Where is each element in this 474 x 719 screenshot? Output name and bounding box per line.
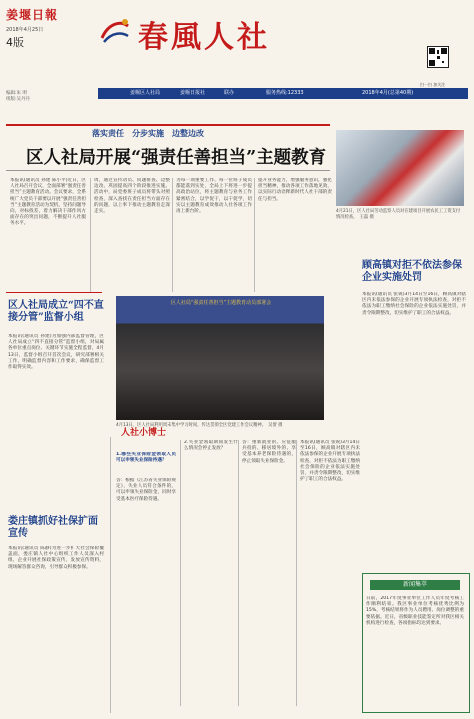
news-express-title: 新闻集萃 [370,580,460,590]
header-info-bar [98,88,468,99]
header-co: 联办 [224,90,235,96]
qr-label: 扫一扫 加关注 [420,82,446,87]
masthead-left [6,6,96,50]
column-q2: 2.失业金领取期间发生什么情况会停止发放？ [180,440,238,706]
paper-name: 姜堰日報 [6,8,59,22]
inspection-photo-caption: 4月21日，区人社局劳动监察人员对在建项目开展农民工工资支付情况检查。 王磊 摄 [336,209,461,220]
lead-column-4: 提升业务能力，增强服务意识，强化担当精神，推动各项工作落地见效，以实际行动诠释新时代人社干部的责任与担当。 [254,178,332,292]
left-story-body: 本报讯(通讯员 孙建)为加强内部监督管理，区人社局成立“四不直接分管”监督小组，对局属各单位重点岗位、关键环节实施全程监督，4月13日，监督小组召开首次会议，研究部署相关工作，明确监督内容和工作要求，确保监督工作取得实效。 [8,334,104,371]
masthead-logo-icon [98,14,132,48]
header-org: 姜堰区人社局 [130,90,161,96]
header-issue: 2018年4月(总第40期) [362,90,414,96]
column-q1: 1.哪些失业保险金领取人员可以申领失业保险待遇？ [116,452,176,464]
right-story-body: 本报讯(通讯员 张锐)3月14日至16日，顾高镇对辖区内未依法参保的企业开展专项执法检查，对拒不依法为职工缴纳社会保险的企业依法实施处罚，并责令限期整改，切实维护了职工的合法权益。 [362,292,466,316]
column-box-title: 人社小博士 [121,428,167,438]
right-story-title: 顾高镇对拒不依法参保企业实施处罚 [362,260,462,283]
inspection-photo [336,130,464,206]
column-extra: 本报讯(通讯员 张锐)3月14日至16日，顾高镇对辖区内未依法参保的企业开展专项执法检查，对拒不依法为职工缴纳社会保险的企业依法实施处罚，并责令限期整改，切实维护了职工的合法权益。 [296,440,360,706]
designer-name: 组版:吴丹丹 [6,97,31,102]
lead-bottom-rule [6,170,330,171]
issue-date: 2018年4月25日 [6,27,44,33]
meeting-banner: 区人社局“强责任善担当”主题教育动员部署会 [170,300,272,306]
left-story-title: 区人社局成立“四不直接分管”监督小组 [8,300,104,323]
column-a2: 答：重新就业的、应征服兵役的、移居境外的、享受基本养老保险待遇的，停止领取失业保险金。 [238,440,296,706]
news-express-body: 日前，2017年度事业单位工作人员年度考核工作顺利结束。我区事业单位考核优秀比例为15%，考核结果将作为人员聘用、岗位调整的重要依据。近日，省级职业技能鉴定所对我区相关机构进行检查，各项指标均达到要求。 [366,596,464,626]
meeting-photo-caption: 4月13日，区人社局利用周末集中学习时间，传达贯彻全区党建工作会议精神。 吴蕾 摄 [116,423,283,428]
lou-story-title: 娄庄镇抓好社保扩面宣传 [8,516,98,539]
lead-column-2: 周，通过宣传动员、问题排查、边整边改、巩固提高四个阶段推进实施。活动中，局党委班子成员将带头对照检查，深入查找在责任担当方面存在的问题，以上率下推动主题教育走深走实。 [90,178,170,292]
lou-story-body: 本报讯(通讯员 陈静)为进一步扩大社会保险覆盖面，娄庄镇人社中心组织工作人员深入村组、企业开展社保政策宣传，发放宣传资料，现场解答群众咨询，引导群众积极参保。 [8,546,104,570]
header-sponsor: 姜堰日报社 [180,90,206,96]
lead-top-rule [6,124,330,126]
header-hotline: 服务热线:12333 [266,90,304,96]
qr-code-icon [427,46,449,68]
editor-name: 编辑:朱 明 [6,91,27,96]
lead-kicker: 落实责任 分步实施 边整边改 [92,129,204,138]
lead-column-1: 本报讯(通讯员 孙建 陈小平)近日，区人社局召开会议，全面部署“强责任善担当”主题教育活动。会议要求，全系统广大党员干部要以开展“强责任善担当”主题教育活动为契机，坚持问题导向，对标找差，着力解决干部作风方面存在的突出问题，不断提升人社服务水平。 [10,178,86,227]
meeting-photo [116,296,324,420]
column-a1: 答：根据《江苏省失业保险规定》，失业人员符合条件的，可以申领失业保险金，同时享受基本医疗保险待遇。 [116,478,176,502]
page-number: 4版 [6,36,24,49]
lead-headline: 区人社局开展“强责任善担当”主题教育 [26,148,327,168]
lead-column-3: 为每一项重要工作、每一位班子成员都能落到实处，全局上下将进一步提高政治站位，将主题教育与业务工作紧密结合，以学促干，以干促学，切实以主题教育成效推动人社各项工作再上新台阶。 [172,178,252,292]
masthead-title: 春風人社 [138,20,270,55]
editor-credits [6,91,30,103]
left-story-rule [6,292,102,293]
